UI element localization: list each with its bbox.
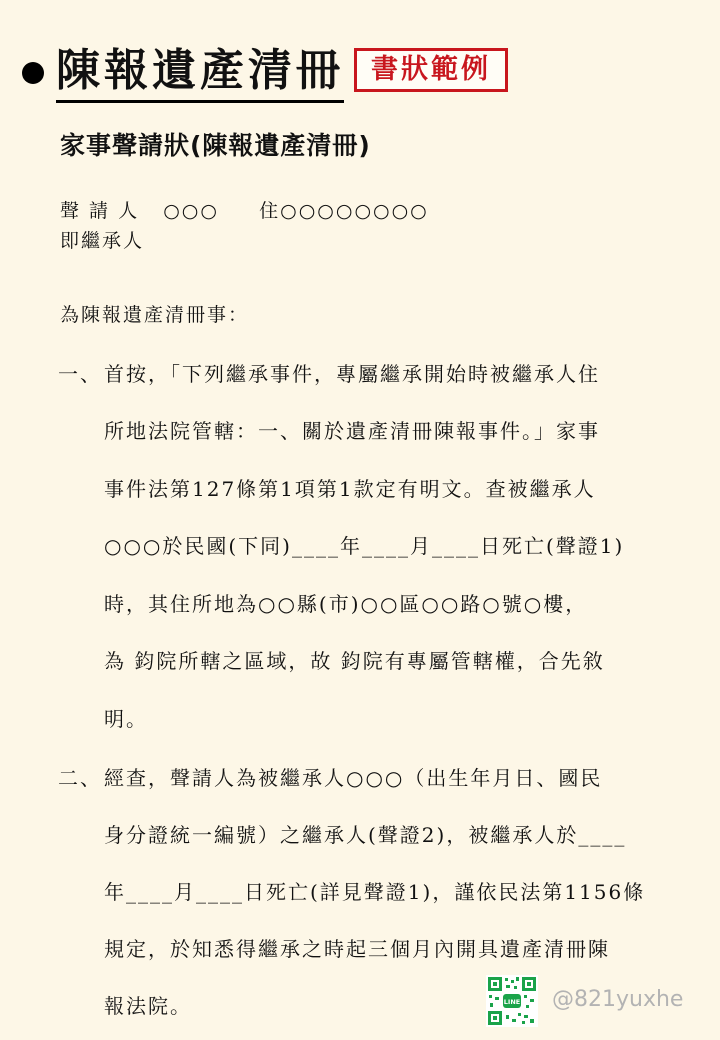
section-2-line: 經查，聲請人為被繼承人○○○（出生年月日、國民 [104, 766, 603, 790]
watermark [486, 975, 696, 1031]
petitioner-line: 聲 請 人 ○○○ 住○○○○○○○○ [60, 200, 429, 222]
sample-badge: 書狀範例 [354, 48, 508, 92]
section-1-line: 為 鈞院所轄之區域，故 鈞院有專屬管轄權，合先敘 [104, 649, 605, 673]
page-title: 陳報遺產清冊 [56, 44, 344, 103]
section-2-line: 報法院。 [104, 994, 192, 1018]
section-number: 一、 [58, 362, 102, 386]
heir-label: 即繼承人 [60, 230, 145, 252]
document-title: 家事聲請狀(陳報遺產清冊) [60, 131, 371, 160]
section-1-line: 事件法第127條第1項第1款定有明文。查被繼承人 [104, 477, 596, 501]
bullet-icon [22, 62, 44, 84]
section-1-line: 所地法院管轄：一、關於遺產清冊陳報事件。」家事 [104, 419, 600, 443]
qr-code-icon[interactable] [486, 975, 538, 1027]
title-row [18, 44, 718, 104]
section-1-line: 時，其住所地為○○縣(市)○○區○○路○號○樓， [104, 592, 588, 616]
section-1-line: 明。 [104, 707, 148, 731]
section-1-line: ○○○於民國(下同)____年____月____日死亡(聲證1) [104, 534, 625, 558]
section-1-line: 首按，「下列繼承事件，專屬繼承開始時被繼承人住 [104, 362, 600, 386]
section-number: 二、 [58, 766, 102, 790]
section-2-line: 身分證統一編號）之繼承人(聲證2)，被繼承人於____ [104, 823, 627, 847]
section-2-line: 年____月____日死亡(詳見聲證1)，謹依民法第1156條 [104, 880, 646, 904]
qr-line-label: LINE [503, 998, 521, 1006]
section-2-line: 規定，於知悉得繼承之時起三個月內開具遺產清冊陳 [104, 937, 610, 961]
watermark-handle: @821yuxhe [552, 987, 684, 1012]
subject-line: 為陳報遺產清冊事： [60, 304, 250, 326]
